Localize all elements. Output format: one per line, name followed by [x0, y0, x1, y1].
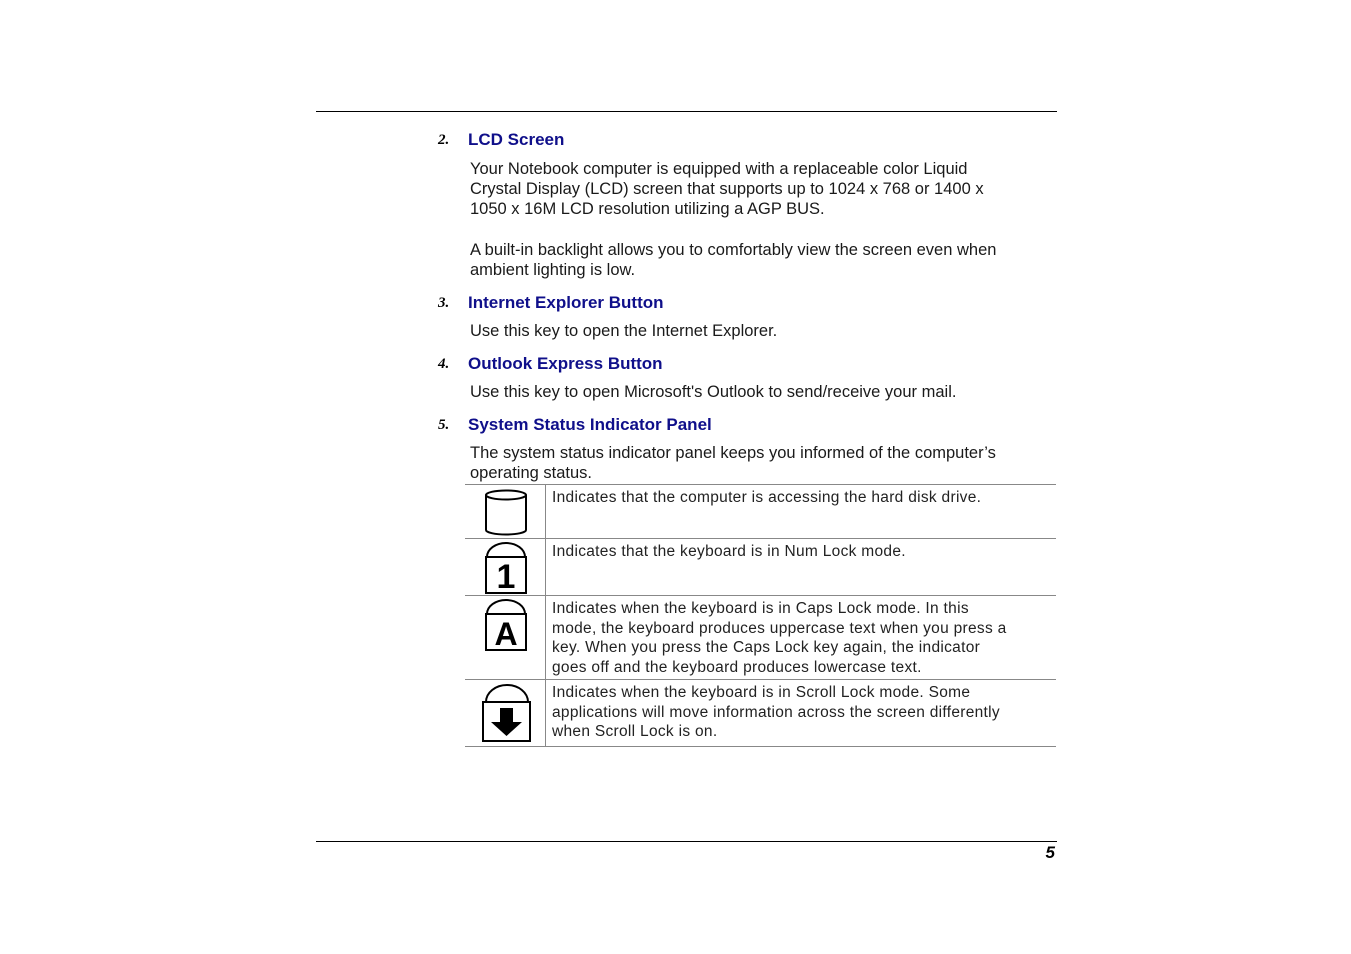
section-title-lcd-screen: LCD Screen: [468, 130, 565, 149]
table-row: [465, 680, 1056, 747]
indicator-description: Indicates that the computer is accessing the hard disk drive.: [546, 485, 1057, 539]
hard-disk-icon: [483, 487, 529, 537]
section-paragraph: The system status indicator panel keeps you informed of the computer’s operating status.: [470, 444, 996, 482]
section-paragraph: A built-in backlight allows you to comfortably view the screen even when ambient lighting is low.: [470, 241, 997, 279]
indicator-description: Indicates when the keyboard is in Scroll Lock mode. Some applications will move information across the screen differently when Scroll Lock is on.: [546, 680, 1057, 747]
section-title-internet-explorer: Internet Explorer Button: [468, 293, 664, 312]
caps-lock-glyph: A: [494, 616, 518, 652]
scroll-lock-icon: [480, 682, 534, 744]
section-number: 3.: [438, 295, 450, 311]
section-paragraph: Use this key to open the Internet Explorer.: [470, 322, 778, 340]
indicator-description: Indicates that the keyboard is in Num Lock mode.: [546, 539, 1057, 596]
section-number: 5.: [438, 417, 450, 433]
section-title-outlook-express: Outlook Express Button: [468, 354, 663, 373]
footer-rule: [316, 841, 1057, 842]
section-paragraph: Your Notebook computer is equipped with a replaceable color Liquid Crystal Display (LCD) screen that supports up to 1024 x 768 or 1400 x 1050 x 16M LCD resolution utilizing a AGP BUS.: [470, 160, 984, 218]
icon-cell: [465, 680, 546, 747]
caps-lock-icon: [483, 598, 531, 652]
table-row: [465, 485, 1056, 539]
section-number: 2.: [438, 132, 450, 148]
table-row: [465, 539, 1056, 596]
section-paragraph: Use this key to open Microsoft's Outlook to send/receive your mail.: [470, 383, 957, 401]
section-title-system-status: System Status Indicator Panel: [468, 415, 712, 434]
page-number: 5: [1045, 843, 1055, 862]
icon-cell: [465, 596, 546, 680]
num-lock-glyph: 1: [496, 558, 516, 595]
table-row: [465, 596, 1056, 680]
icon-cell: [465, 485, 546, 539]
section-number: 4.: [438, 356, 450, 372]
num-lock-icon: [483, 541, 531, 595]
icon-cell: [465, 539, 546, 596]
indicator-description: Indicates when the keyboard is in Caps Lock mode. In this mode, the keyboard produces uppercase text when you press a key. When you press the Caps Lock key again, the indicator goes off and the keyboard produces lowercase text.: [546, 596, 1057, 680]
indicator-table: [465, 484, 1056, 747]
header-rule: [316, 111, 1057, 112]
